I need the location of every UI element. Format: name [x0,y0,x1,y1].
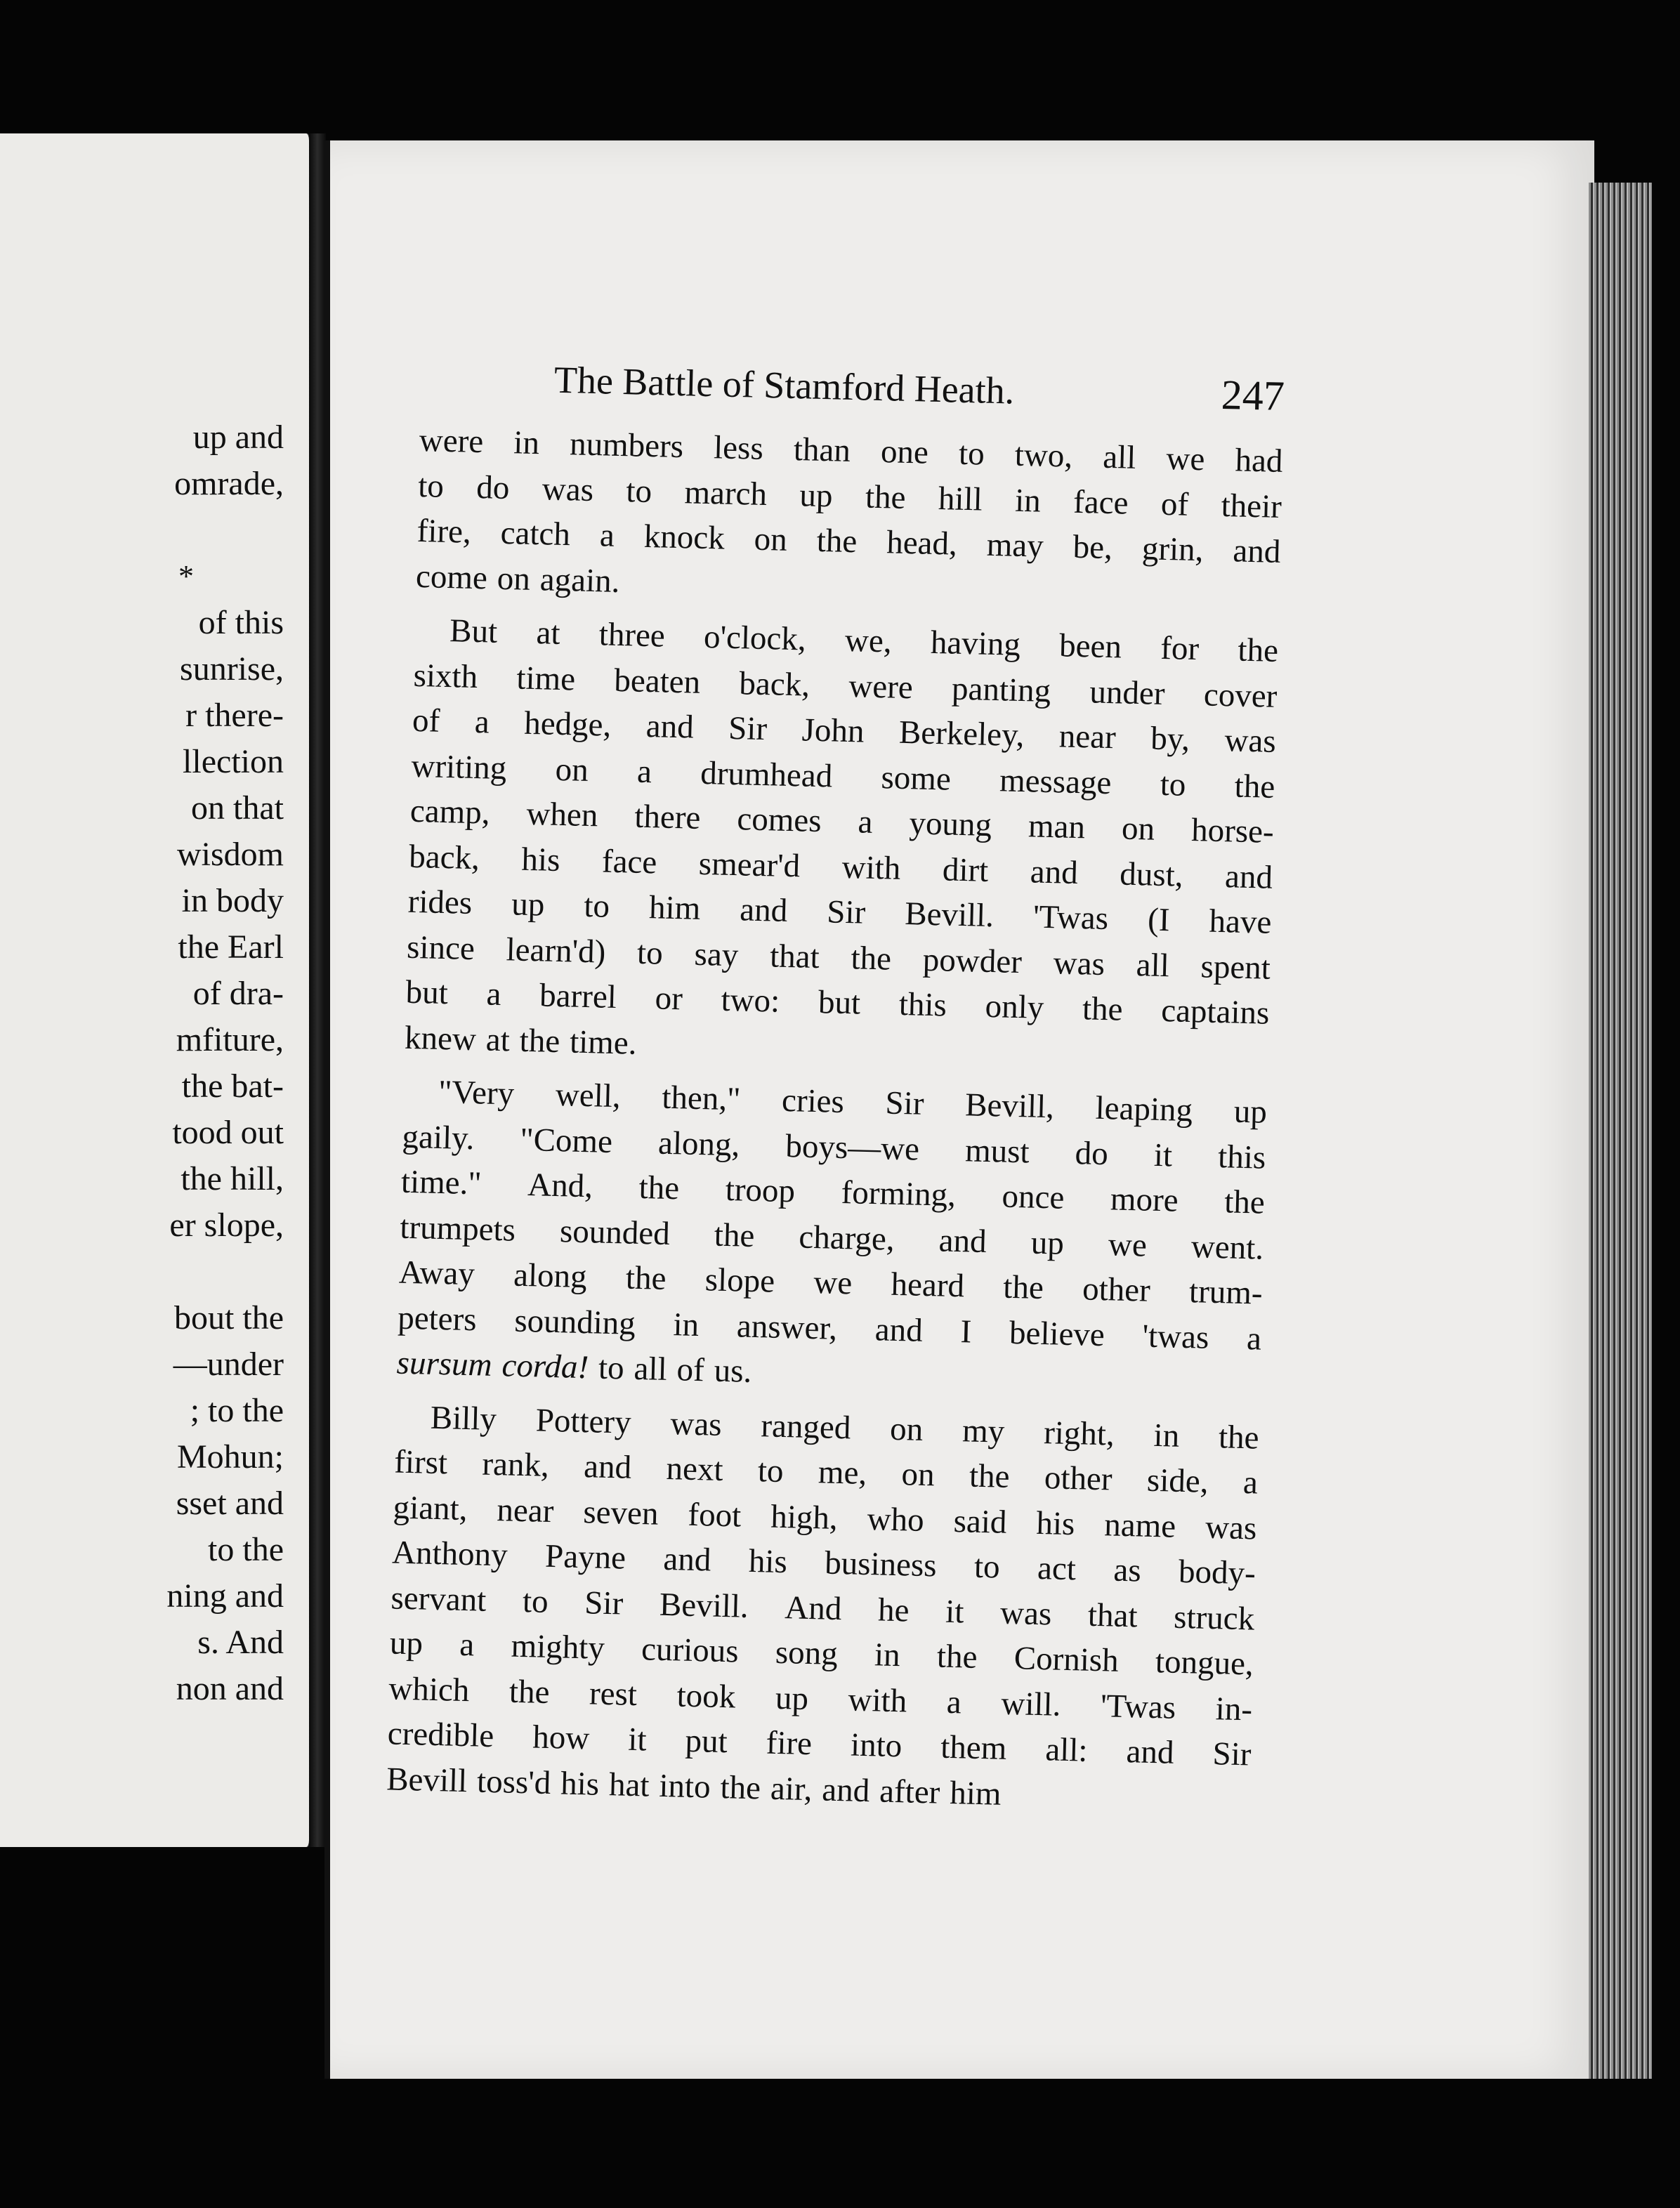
text-line: sixth time beaten back, were panting under cover [413,657,1278,715]
left-page-line: s. And [197,1624,284,1661]
left-page-line: the Earl [178,928,284,966]
text-line: Billy Pottery was ranged on my right, in the [430,1399,1260,1457]
text-line: fire, catch a knock on the head, may be, grin, and [416,512,1281,570]
left-page-line: on that [191,789,284,827]
left-page-line: * [178,559,194,593]
right-page-text-block [386,351,1285,1822]
text-line: knew at the time. [404,1019,638,1062]
left-page-line: tood out [172,1114,284,1151]
left-page-line: llection [183,743,284,780]
left-page-line: wisdom [176,836,284,873]
text-line: to do was to march up the hill in face of their [417,467,1282,525]
text-line: come on again. [415,558,621,600]
text-line: servant to Sir Bevill. And he it was that struck [390,1579,1255,1638]
left-page-text [0,414,284,1712]
left-page-line: up and [192,419,284,456]
left-page-line: —under [173,1346,284,1383]
text-line: of a hedge, and Sir John Berkeley, near by, was [412,702,1277,760]
left-page-line: sunrise, [180,650,284,688]
text-line: up a mighty curious song in the Cornish tongue, [389,1624,1254,1683]
text-line: sursum corda! to all of us. [396,1344,752,1390]
book-gutter [309,133,326,1847]
left-page [0,133,313,1847]
left-page-line: of this [198,604,284,641]
left-page-line [0,507,284,553]
text-line: time." And, the troop forming, once more the [400,1163,1266,1221]
left-page-line: Mohun; [176,1438,284,1476]
left-page-line: ning and [166,1577,284,1615]
text-line: but a barrel or two: but this only the captains [405,973,1270,1032]
text-line: peters sounding in answer, and I believe 'twas a [397,1299,1262,1358]
left-page-line: bout the [174,1299,284,1336]
text-line: back, his face smear'd with dirt and dust, and [408,838,1273,896]
left-page-line: the hill, [181,1160,284,1197]
left-page-line: in body [181,882,284,919]
left-page-line: er slope, [169,1207,284,1244]
left-page-line: of dra- [192,975,284,1012]
text-line: writing on a drumhead some message to the [410,747,1275,806]
left-page-line: the bat- [181,1067,284,1105]
text-line: gaily. "Come along, boys—we must do it this [402,1118,1266,1176]
text-line: first rank, and next to me, on the other side, a [393,1443,1259,1501]
page-number: 247 [1221,371,1285,420]
text-line: "Very well, then," cries Sir Bevill, leaping up [438,1073,1268,1131]
left-page-line: sset and [176,1485,284,1522]
text-line: Away along the slope we heard the other trum- [398,1254,1264,1312]
left-page-line: to the [208,1531,284,1568]
body-text [386,418,1284,1822]
left-page-line: non and [176,1670,284,1707]
text-line: were in numbers less than one to two, all we had [419,421,1284,480]
text-line: Bevill toss'd his hat into the air, and after him [386,1760,1002,1813]
text-line: giant, near seven foot high, who said his name was [393,1489,1257,1547]
left-page-line [0,1249,284,1295]
text-line: trumpets sounded the charge, and up we went. [399,1209,1264,1267]
text-line: rides up to him and Sir Bevill. 'Twas (I have [407,883,1273,941]
left-page-line: ; to the [190,1392,284,1429]
left-page-line: omrade, [174,465,284,502]
text-line: which the rest took up with a will. 'Twas in- [388,1669,1253,1728]
text-line: since learn'd) to say that the powder was all spent [406,928,1271,987]
page-edges [1589,183,1652,2079]
text-line: camp, when there comes a young man on horse- [409,792,1275,850]
text-line: credible how it put fire into them all: and Sir [387,1715,1252,1773]
text-line: Anthony Payne and his business to act as body- [391,1534,1256,1592]
text-line: But at three o'clock, we, having been for the [449,612,1279,669]
left-page-line: r there- [185,697,284,734]
left-page-line: mfiture, [176,1021,284,1058]
chapter-title: The Battle of Stamford Heath. [553,358,1015,412]
